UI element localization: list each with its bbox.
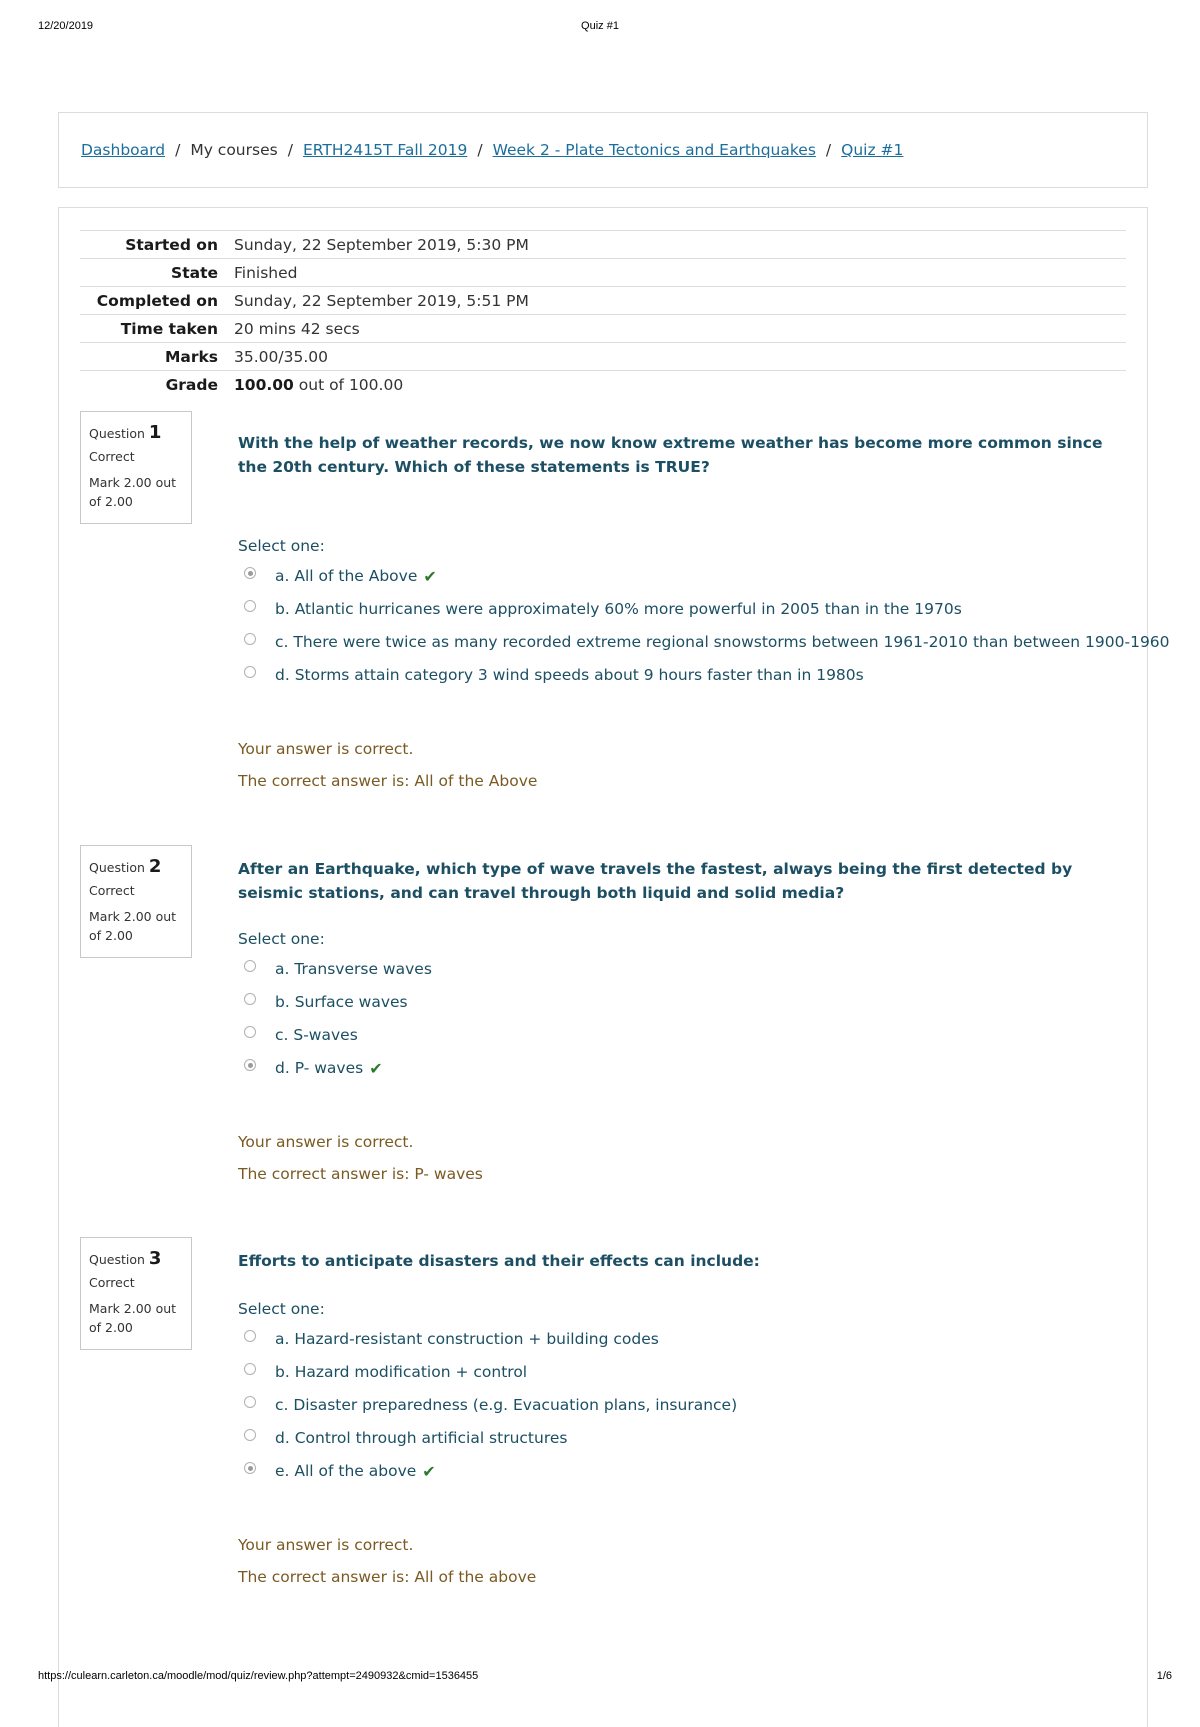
answer-option[interactable] <box>244 598 962 620</box>
radio-unselected[interactable] <box>244 1396 256 1408</box>
answer-option[interactable] <box>244 1328 659 1350</box>
radio-unselected[interactable] <box>244 960 256 972</box>
select-one-label: Select one: <box>238 930 325 948</box>
answer-option-label: c. Disaster preparedness (e.g. Evacuation plans, insurance) <box>275 1396 738 1414</box>
print-date: 12/20/2019 <box>38 20 94 32</box>
correct-answer-text: The correct answer is: All of the Above <box>238 772 538 790</box>
grade-value <box>234 376 403 394</box>
radio-unselected[interactable] <box>244 993 256 1005</box>
breadcrumb-separator: / <box>287 141 293 159</box>
question-info-box <box>80 411 192 524</box>
answer-option[interactable] <box>244 991 408 1013</box>
summary-row <box>80 258 1126 286</box>
answer-option-label: b. Hazard modification + control <box>275 1363 528 1381</box>
print-url: https://culearn.carleton.ca/moodle/mod/quiz/review.php?attempt=2490932&cmid=1536455 <box>38 1670 479 1682</box>
answer-option-label: d. P- waves <box>275 1059 364 1077</box>
answer-option[interactable] <box>244 1057 383 1079</box>
radio-unselected[interactable] <box>244 666 256 678</box>
answer-option[interactable] <box>244 1361 527 1383</box>
feedback-text: Your answer is correct. <box>238 1133 414 1151</box>
breadcrumb-separator: / <box>825 141 832 159</box>
summary-value: 35.00/35.00 <box>234 347 328 366</box>
summary-row <box>80 314 1126 342</box>
radio-unselected[interactable] <box>244 1026 256 1038</box>
correct-answer-text: The correct answer is: All of the above <box>238 1568 537 1586</box>
question-text: With the help of weather records, we now know extreme weather has become more common since the 20th century. Which of these statements is TRUE? <box>238 434 1103 476</box>
answer-option-label: d. Storms attain category 3 wind speeds about 9 hours faster than in 1980s <box>275 666 864 684</box>
answer-option-label: c. S-waves <box>275 1026 358 1044</box>
summary-row-grade <box>80 370 1126 398</box>
breadcrumb-week[interactable]: Week 2 - Plate Tectonics and Earthquakes <box>492 141 816 159</box>
summary-row <box>80 230 1126 258</box>
question-state: Correct <box>89 449 135 464</box>
summary-label: Grade <box>165 375 218 394</box>
radio-unselected[interactable] <box>244 600 256 612</box>
answer-option-label: e. All of the above <box>275 1462 417 1480</box>
summary-value: Sunday, 22 September 2019, 5:51 PM <box>234 291 529 310</box>
question-state: Correct <box>89 883 135 898</box>
question-mark: Mark 2.00 out of 2.00 <box>89 475 177 509</box>
answer-option-label: b. Atlantic hurricanes were approximately 60% more powerful in 2005 than in the 1970s <box>275 600 962 618</box>
summary-value: 20 mins 42 secs <box>234 319 360 338</box>
answer-option-label: d. Control through artificial structures <box>275 1429 568 1447</box>
summary-value: Finished <box>234 263 298 282</box>
radio-unselected[interactable] <box>244 1363 256 1375</box>
check-icon: ✔ <box>369 1058 383 1078</box>
summary-label: State <box>171 263 218 282</box>
attempt-summary-table <box>80 230 1126 398</box>
summary-label: Started on <box>125 235 218 254</box>
select-one-label: Select one: <box>238 537 325 555</box>
question-mark: Mark 2.00 out of 2.00 <box>89 1301 177 1335</box>
answer-option-label: a. Transverse waves <box>275 960 432 978</box>
answer-option[interactable] <box>244 565 437 587</box>
answer-option[interactable] <box>244 1460 436 1482</box>
question-number: Question 2 <box>89 856 162 877</box>
answer-option-label: c. There were twice as many recorded extreme regional snowstorms between 1961-2010 than between 1900-1960 <box>275 633 1170 651</box>
answer-option[interactable] <box>244 1427 567 1449</box>
radio-selected[interactable] <box>244 1462 256 1474</box>
summary-label: Completed on <box>96 291 218 310</box>
question-info-box <box>80 845 192 958</box>
summary-value: Sunday, 22 September 2019, 5:30 PM <box>234 235 529 254</box>
breadcrumb-dashboard[interactable]: Dashboard <box>81 141 166 159</box>
question-number: Question 1 <box>89 422 162 443</box>
breadcrumb-quiz[interactable]: Quiz #1 <box>841 141 904 159</box>
breadcrumb-separator: / <box>175 141 181 159</box>
question-text: After an Earthquake, which type of wave travels the fastest, always being the first detected by seismic stations, and can travel through both liquid and solid media? <box>238 860 1073 902</box>
question-text: Efforts to anticipate disasters and their effects can include: <box>238 1252 760 1270</box>
radio-unselected[interactable] <box>244 1330 256 1342</box>
question-mark: Mark 2.00 out of 2.00 <box>89 909 177 943</box>
answer-option[interactable] <box>244 1394 737 1416</box>
answer-option-label: a. Hazard-resistant construction + building codes <box>275 1330 659 1348</box>
summary-row <box>80 342 1126 370</box>
answer-option[interactable] <box>244 958 432 980</box>
summary-row <box>80 286 1126 314</box>
summary-label: Marks <box>164 347 218 366</box>
breadcrumb-separator: / <box>477 141 483 159</box>
check-icon: ✔ <box>422 1461 436 1481</box>
breadcrumb-my-courses: My courses <box>190 141 278 159</box>
radio-selected[interactable] <box>244 1059 256 1071</box>
feedback-text: Your answer is correct. <box>238 1536 414 1554</box>
summary-label: Time taken <box>120 319 218 338</box>
check-icon: ✔ <box>423 566 437 586</box>
question-info-box <box>80 1237 192 1350</box>
question-state: Correct <box>89 1275 135 1290</box>
print-title: Quiz #1 <box>581 20 619 32</box>
answer-option[interactable] <box>244 1024 358 1046</box>
print-page-number: 1/6 <box>1156 1670 1172 1682</box>
answer-option-label: b. Surface waves <box>275 993 408 1011</box>
answer-option[interactable] <box>244 664 864 686</box>
radio-unselected[interactable] <box>244 1429 256 1441</box>
select-one-label: Select one: <box>238 1300 325 1318</box>
radio-selected[interactable] <box>244 567 256 579</box>
feedback-text: Your answer is correct. <box>238 740 414 758</box>
breadcrumb-course[interactable]: ERTH2415T Fall 2019 <box>302 141 468 159</box>
radio-unselected[interactable] <box>244 633 256 645</box>
answer-option[interactable] <box>244 631 1170 653</box>
question-number: Question 3 <box>89 1248 162 1269</box>
correct-answer-text: The correct answer is: P- waves <box>238 1165 483 1183</box>
grade-out-of: out of 100.00 <box>298 375 404 394</box>
breadcrumb <box>58 112 1148 188</box>
answer-option-label: a. All of the Above <box>275 567 418 585</box>
grade-score: 100.00 <box>234 375 294 394</box>
